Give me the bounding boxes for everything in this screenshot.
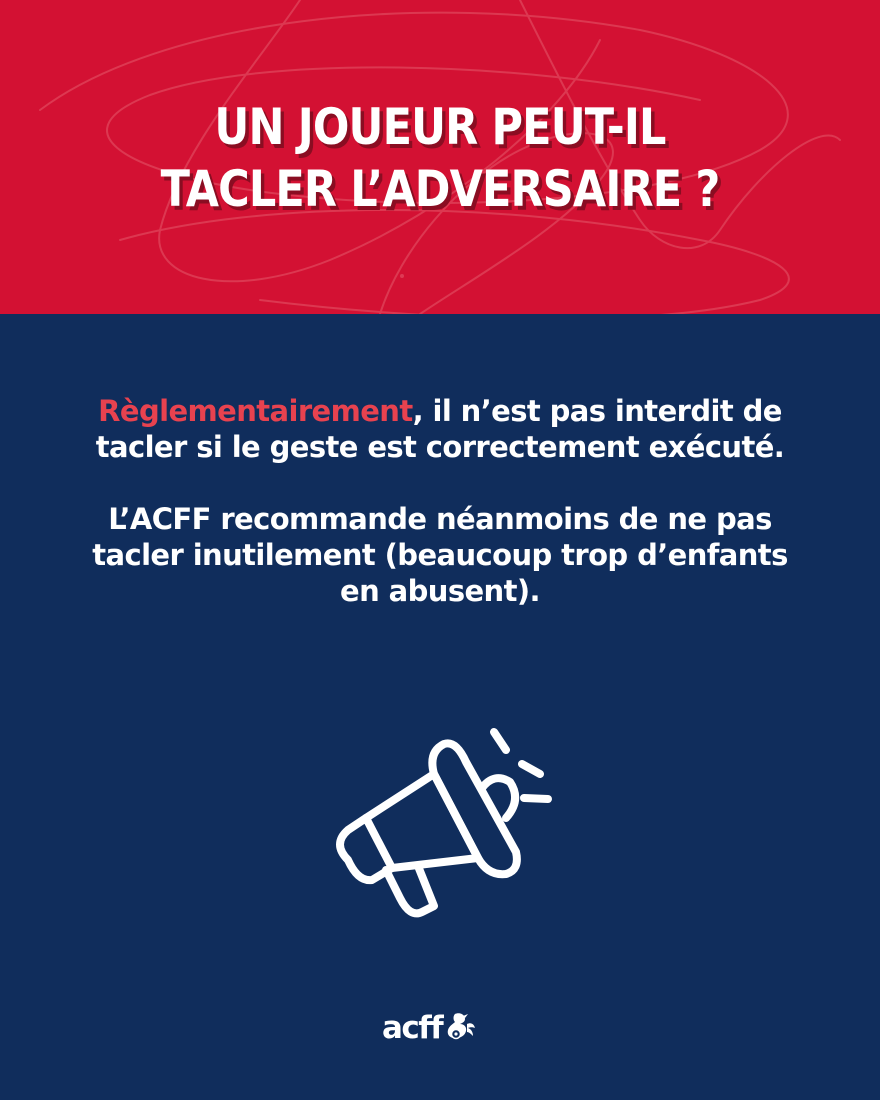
highlight-word: Règlementairement — [98, 394, 413, 428]
main-text — [90, 393, 790, 609]
title-line-2: TACLER L’ADVERSAIRE ? — [160, 160, 720, 218]
paragraph-1-rest: , il n’est pas interdit de tacler si le geste est correctement exécuté. — [95, 394, 785, 464]
paragraph-2: L’ACFF recommande néanmoins de ne pas tacler inutilement (beaucoup trop d’enfants en abusent). — [92, 502, 788, 608]
paragraph-1 — [90, 393, 790, 465]
megaphone-icon — [326, 722, 560, 926]
acff-logo — [382, 1004, 477, 1048]
logo-text: acff — [382, 1010, 443, 1046]
page-title — [62, 96, 819, 220]
title-line-1: UN JOUEUR PEUT-IL — [214, 98, 666, 156]
rooster-icon — [443, 1010, 477, 1044]
header-banner — [0, 0, 880, 314]
